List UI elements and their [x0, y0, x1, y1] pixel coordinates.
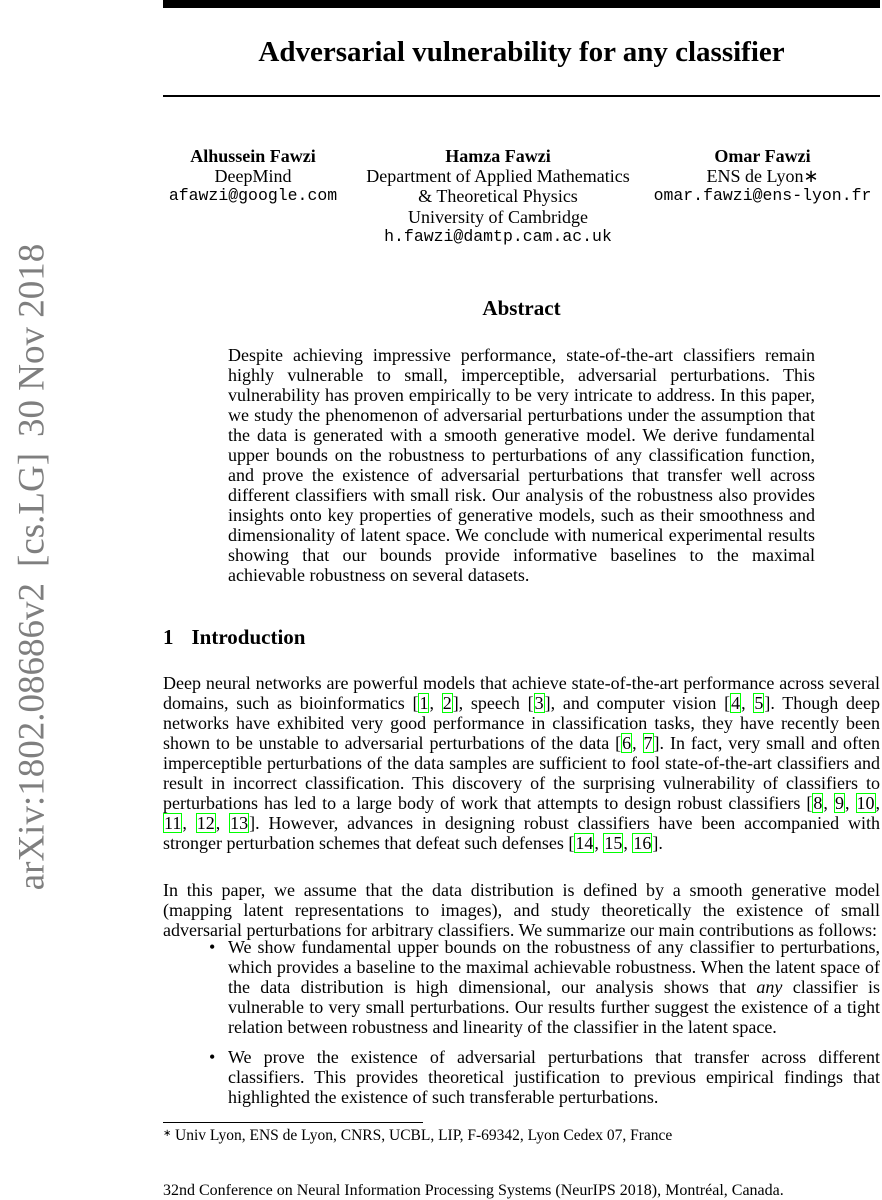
paragraph-text: ], speech [	[452, 693, 534, 713]
citation-link[interactable]: 7	[643, 733, 653, 753]
citation-link[interactable]: 5	[754, 693, 764, 713]
bullet-text: We prove the existence of adversarial perturbations that transfer across different classifiers. This provides theoretical justification to previous empirical findings that highlighted the existence of such transferable perturbations.	[228, 1047, 880, 1107]
title-bottom-rule	[163, 95, 880, 97]
citation-link[interactable]: 1	[419, 693, 429, 713]
paragraph-text: ]. Though deep networks have exhibited very good performance in classification tasks, they have recently been shown to be unstable to adversarial perturbations of the data [	[163, 693, 880, 753]
citation-link[interactable]: 3	[534, 693, 544, 713]
abstract-heading: Abstract	[482, 296, 561, 320]
footnote	[163, 1127, 672, 1145]
footnote-text: Univ Lyon, ENS de Lyon, CNRS, UCBL, LIP, F-69342, Lyon Cedex 07, France	[175, 1127, 673, 1144]
author-block	[348, 146, 648, 247]
author-affiliation: University of Cambridge	[408, 206, 588, 227]
author-name: Alhussein Fawzi	[190, 146, 316, 166]
citation-link[interactable]: 13	[230, 813, 249, 833]
bullet-text: classifier is vulnerable to very small perturbations. Our results further suggest the existence of a tight relation between robustness and linearity of the classifier in the latent space.	[228, 977, 880, 1037]
author-affiliation: Department of Applied Mathematics	[366, 166, 630, 187]
bullet-icon: •	[209, 937, 216, 957]
citation-link[interactable]: 8	[813, 793, 823, 813]
paragraph-text: ,	[594, 833, 604, 853]
citation-link[interactable]: 10	[856, 793, 875, 813]
intro-paragraph-1	[163, 673, 880, 853]
contribution-bullet	[209, 1047, 880, 1107]
conference-note: 32nd Conference on Neural Information Processing Systems (NeurIPS 2018), Montréal, Canada.	[163, 1182, 784, 1199]
paragraph-text: Deep neural networks are powerful models that achieve state-of-the-art performance across several domains, such as bioinformatics [	[163, 673, 880, 713]
paragraph-text: ,	[182, 813, 196, 833]
citation-link[interactable]: 2	[442, 693, 452, 713]
footnote-mark: ∗	[163, 1128, 172, 1139]
author-email[interactable]: afawzi@google.com	[168, 186, 338, 206]
author-block	[163, 146, 343, 207]
arxiv-id: arXiv:1802.08686v2	[11, 583, 53, 891]
arxiv-stamp	[11, 244, 54, 891]
paragraph-text: ].	[652, 833, 663, 853]
citation-link[interactable]: 15	[604, 833, 623, 853]
citation-link[interactable]: 9	[834, 793, 844, 813]
title-top-rule	[163, 0, 880, 8]
paragraph-text: ,	[429, 693, 442, 713]
section-number: 1	[163, 625, 174, 649]
author-block	[645, 146, 880, 207]
citation-link[interactable]: 11	[164, 813, 182, 833]
paragraph-text: ,	[875, 793, 881, 813]
author-name: Omar Fawzi	[714, 146, 811, 166]
paragraph-text: ,	[215, 813, 230, 833]
paragraph-text: ,	[823, 793, 834, 813]
paragraph-text: ], and computer vision [	[544, 693, 731, 713]
bullet-icon: •	[209, 1047, 216, 1067]
author-email[interactable]: omar.fawzi@ens-lyon.fr	[653, 186, 872, 206]
author-affiliation: & Theoretical Physics	[418, 186, 578, 207]
footnote-rule	[163, 1122, 423, 1123]
paragraph-text: ,	[632, 733, 643, 753]
citation-link[interactable]: 14	[575, 833, 594, 853]
author-affiliation: DeepMind	[214, 166, 292, 187]
paragraph-text: ]. In fact, very small and often imperceptible perturbations of the data samples are sufficient to fool state-of-the-art classifiers and result in incorrect classification. This discovery of the surprising vulnerability of classifiers to perturbations has led to a large body of work that attempts to design robust classifiers [	[163, 733, 881, 813]
section-heading	[163, 625, 305, 650]
author-name: Hamza Fawzi	[445, 146, 551, 166]
citation-link[interactable]: 16	[633, 833, 652, 853]
author-affiliation: ENS de Lyon∗	[706, 166, 819, 187]
paragraph-text: ]. However, advances in designing robust classifiers have been accompanied with stronger perturbation schemes that defeat such defenses [	[163, 813, 881, 853]
contribution-bullet	[209, 937, 880, 1037]
section-title: Introduction	[191, 625, 306, 649]
bullet-emphasis: any	[756, 977, 783, 997]
author-email[interactable]: h.fawzi@damtp.cam.ac.uk	[384, 226, 612, 246]
citation-link[interactable]: 12	[196, 813, 215, 833]
citation-link[interactable]: 6	[622, 733, 632, 753]
paragraph-text: ,	[844, 793, 856, 813]
arxiv-date: 30 Nov 2018	[11, 243, 53, 437]
bullet-text: We show fundamental upper bounds on the robustness of any classifier to perturbations, which provides a baseline to the maximal achievable robustness. When the latent space of the data distribution is high dimensional, our analysis shows that	[228, 937, 880, 997]
abstract-text: Despite achieving impressive performance, state-of-the-art classifiers remain highly vulnerable to small, imperceptible, adversarial perturbations. This vulnerability has proven empirically to be very intricate to address. In this paper, we study the phenomenon of adversarial perturbations under the assumption that the data is generated with a smooth generative model. We derive fundamental upper bounds on the robustness to perturbations of any classification function, and prove the existence of adversarial perturbations that transfer well across different classifiers with small risk. Our analysis of the robustness also provides insights onto key properties of generative models, such as their smoothness and dimensionality of latent space. We conclude with numerical experimental results showing that our bounds provide informative baselines to the maximal achievable robustness on several datasets.	[228, 345, 815, 585]
paragraph-text: ,	[741, 693, 754, 713]
citation-link[interactable]: 4	[731, 693, 741, 713]
arxiv-category: [cs.LG]	[11, 452, 53, 567]
paragraph-text: ,	[623, 833, 633, 853]
paper-title: Adversarial vulnerability for any classifier	[258, 36, 785, 68]
intro-paragraph-2: In this paper, we assume that the data distribution is defined by a smooth generative model (mapping latent representations to images), and study theoretically the existence of small adversarial perturbations for arbitrary classifiers. We summarize our main contributions as follows:	[163, 880, 880, 940]
